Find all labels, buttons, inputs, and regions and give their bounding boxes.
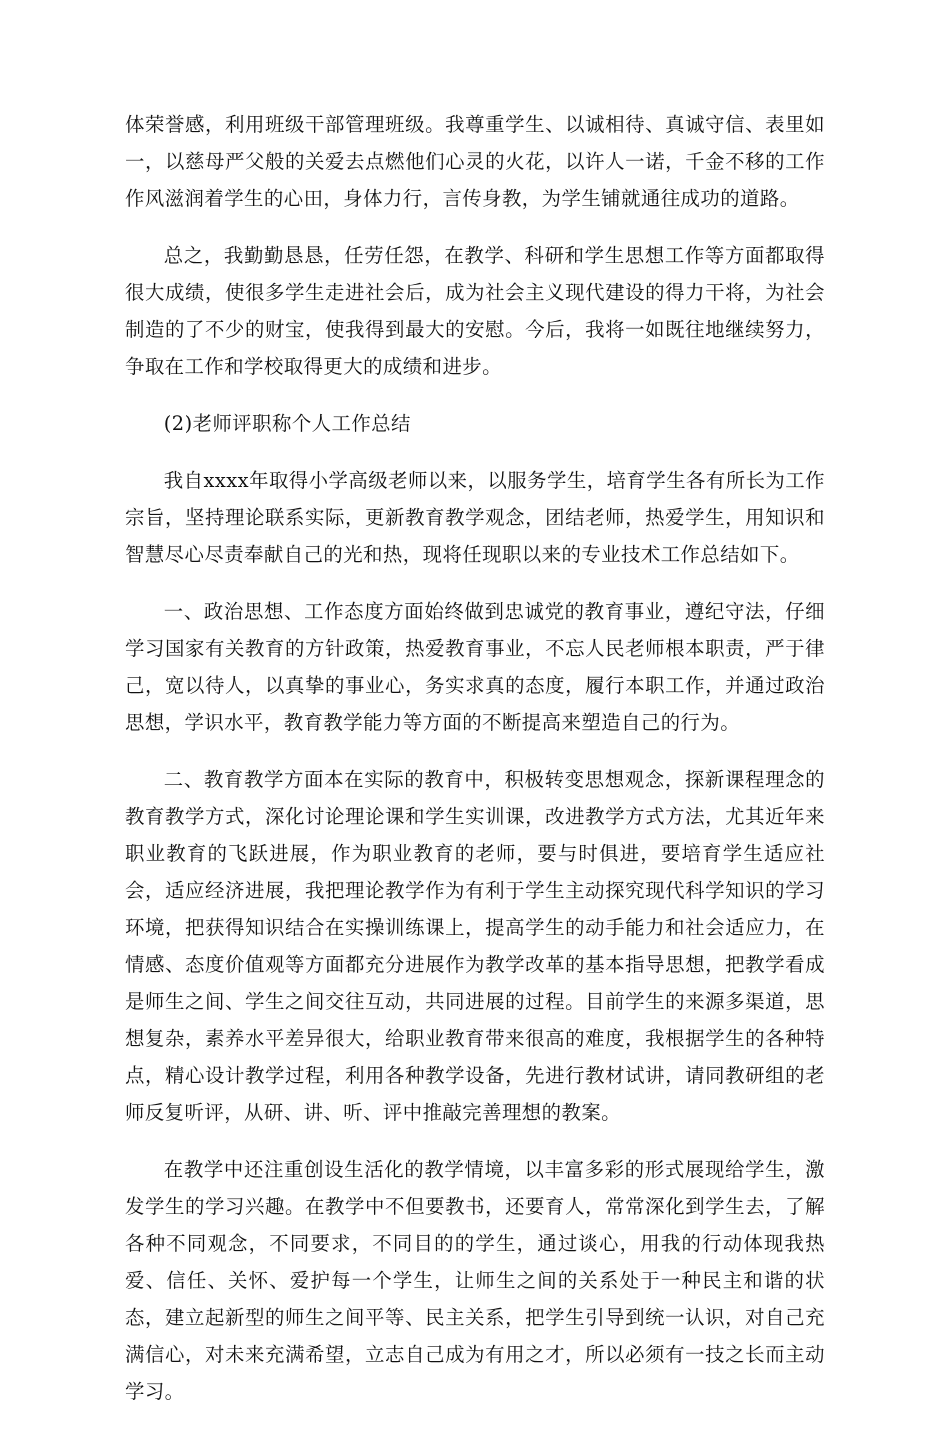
paragraph-intro: 我自xxxx年取得小学高级老师以来，以服务学生，培育学生各有所长为工作宗旨，坚持理论联系实际，更新教育教学观念，团结老师，热爱学生，用知识和智慧尽心尽责奉献自己的光和热，现将任现职以来的专业技术工作总结如下。 bbox=[125, 469, 825, 566]
paragraph-teaching-situation: 在教学中还注重创设生活化的教学情境，以丰富多彩的形式展现给学生，激发学生的学习兴趣。在教学中不但要教书，还要育人，常常深化到学生去，了解各种不同观念，不同要求，不同目的的学生，通过谈心，用我的行动体现我热爱、信任、关怀、爱护每一个学生，让师生之间的关系处于一种民主和谐的状态，建立起新型的师生之间平等、民主关系，把学生引导到统一认识，对自己充满信心，对未来充满希望，立志自己成为有用之才，所以必须有一技之长而主动学习。 bbox=[125, 1158, 825, 1403]
paragraph-political: 一、政治思想、工作态度方面始终做到忠诚党的教育事业，遵纪守法，仔细学习国家有关教育的方针政策，热爱教育事业，不忘人民老师根本职责，严于律己，宽以待人，以真挚的事业心，务实求真的态度，履行本职工作，并通过政治思想，学识水平，教育教学能力等方面的不断提高来塑造自己的行为。 bbox=[125, 600, 825, 734]
paragraph-continuation: 体荣誉感，利用班级干部管理班级。我尊重学生、以诚相待、真诚守信、表里如一，以慈母严父般的关爱去点燃他们心灵的火花，以许人一诺，千金不移的工作作风滋润着学生的心田，身体力行，言传身教，为学生铺就通往成功的道路。 bbox=[125, 113, 825, 210]
document-body bbox=[125, 106, 825, 1430]
paragraph-teaching: 二、教育教学方面本在实际的教育中，积极转变思想观念，探新课程理念的教育教学方式，深化讨论理论课和学生实训课，改进教学方式方法，尤其近年来职业教育的飞跃进展，作为职业教育的老师，要与时俱进，要培育学生适应社会，适应经济进展，我把理论教学作为有利于学生主动探究现代科学知识的学习环境，把获得知识结合在实操训练课上，提高学生的动手能力和社会适应力，在情感、态度价值观等方面都充分进展作为教学改革的基本指导思想，把教学看成是师生之间、学生之间交往互动，共同进展的过程。目前学生的来源多渠道，思想复杂，素养水平差异很大，给职业教育带来很高的难度，我根据学生的各种特点，精心设计教学过程，利用各种教学设备，先进行教材试讲，请同教研组的老师反复听评，从研、讲、听、评中推敲完善理想的教案。 bbox=[125, 768, 825, 1124]
section-heading: (2)老师评职称个人工作总结 bbox=[163, 412, 411, 435]
paragraph-summary: 总之，我勤勤恳恳，任劳任怨，在教学、科研和学生思想工作等方面都取得很大成绩，使很多学生走进社会后，成为社会主义现代建设的得力干将，为社会制造的了不少的财宝，使我得到最大的安慰。今后，我将一如既往地继续努力，争取在工作和学校取得更大的成绩和进步。 bbox=[125, 244, 825, 378]
